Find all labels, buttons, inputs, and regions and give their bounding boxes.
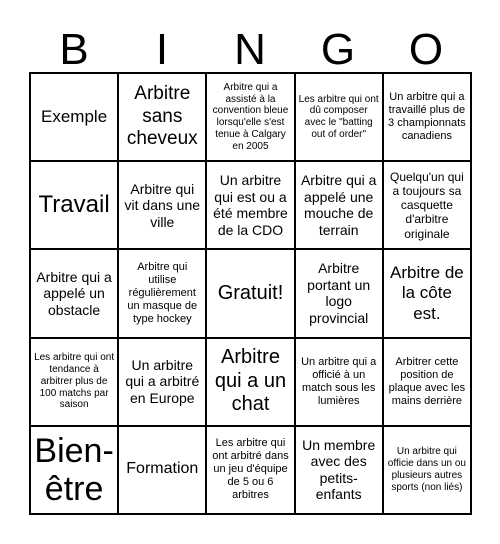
bingo-cell[interactable]: Les arbitre qui ont tendance à arbitrer plus de 100 matchs par saison xyxy=(30,338,118,426)
header-letter-o: O xyxy=(408,25,444,74)
bingo-cell[interactable]: Bien-être xyxy=(30,426,118,514)
header-letter-b: B xyxy=(59,25,89,74)
header-letter-i: I xyxy=(155,25,169,74)
bingo-cell[interactable]: Un arbitre qui a officié à un match sous les lumières xyxy=(295,338,383,426)
bingo-grid xyxy=(29,72,472,515)
header-letter-n: N xyxy=(234,25,266,74)
bingo-cell[interactable]: Arbitre qui utilise régulièrement un masque de type hockey xyxy=(118,249,206,337)
bingo-cell[interactable]: Un arbitre qui a arbitré en Europe xyxy=(118,338,206,426)
bingo-cell[interactable]: Travail xyxy=(30,161,118,249)
bingo-cell[interactable]: Un arbitre qui est ou a été membre de la CDO xyxy=(206,161,294,249)
free-space-cell[interactable]: Gratuit! xyxy=(206,249,294,337)
bingo-cell[interactable]: Arbitre sans cheveux xyxy=(118,73,206,161)
bingo-cell[interactable]: Arbitre portant un logo provincial xyxy=(295,249,383,337)
bingo-cell[interactable]: Arbitre qui a un chat xyxy=(206,338,294,426)
header-letter-g: G xyxy=(320,25,356,74)
bingo-cell[interactable]: Arbitre qui a appelé une mouche de terrain xyxy=(295,161,383,249)
bingo-cell[interactable]: Exemple xyxy=(30,73,118,161)
bingo-cell[interactable]: Arbitre qui a appelé un obstacle xyxy=(30,249,118,337)
bingo-cell[interactable]: Arbitrer cette position de plaque avec les mains derrière xyxy=(383,338,471,426)
bingo-cell[interactable]: Un arbitre qui a travaillé plus de 3 championnats canadiens xyxy=(383,73,471,161)
bingo-cell[interactable]: Arbitre qui vit dans une ville xyxy=(118,161,206,249)
bingo-cell[interactable]: Les arbitre qui ont arbitré dans un jeu d'équipe de 5 ou 6 arbitres xyxy=(206,426,294,514)
bingo-header xyxy=(30,25,470,74)
bingo-cell[interactable]: Quelqu'un qui a toujours sa casquette d'arbitre originale xyxy=(383,161,471,249)
bingo-cell[interactable]: Formation xyxy=(118,426,206,514)
bingo-cell[interactable]: Les arbitre qui ont dû composer avec le "batting out of order" xyxy=(295,73,383,161)
bingo-cell[interactable]: Un arbitre qui officie dans un ou plusieurs autres sports (non liés) xyxy=(383,426,471,514)
bingo-cell[interactable]: Arbitre de la côte est. xyxy=(383,249,471,337)
bingo-cell[interactable]: Arbitre qui a assisté à la convention bleue lorsqu'elle s'est tenue à Calgary en 2005 xyxy=(206,73,294,161)
bingo-cell[interactable]: Un membre avec des petits-enfants xyxy=(295,426,383,514)
